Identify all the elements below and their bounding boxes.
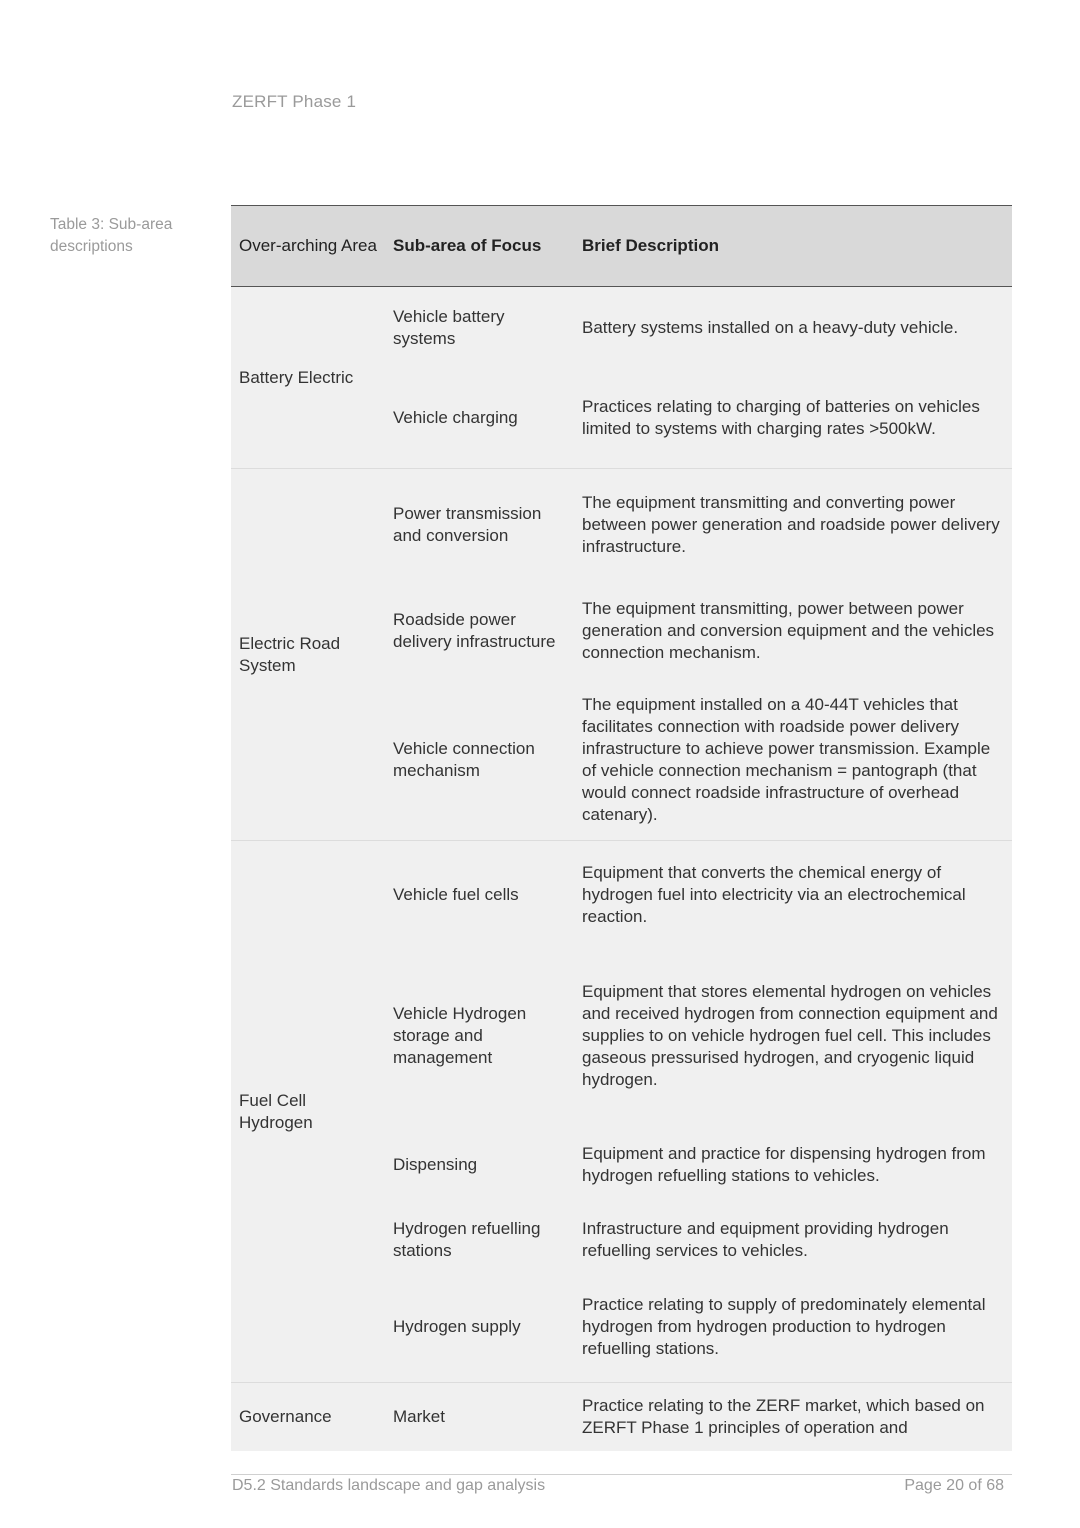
description-cell: Battery systems installed on a heavy-duty vehicle. [574,287,1012,369]
description-cell: The equipment transmitting, power between power generation and conversion equipment and the vehicles connection mechanism. [574,581,1012,681]
footer-page-number: Page 20 of 68 [904,1477,1004,1494]
description-cell: Equipment that stores elemental hydrogen on vehicles and received hydrogen from connection equipment and supplies to on vehicle hydrogen fuel cell. This includes gaseous pressurised hydrogen, and cryogenic liquid hydrogen. [574,949,1012,1123]
footer-divider [231,1474,1012,1475]
description-cell: Practices relating to charging of batteries on vehicles limited to systems with charging rates >500kW. [574,369,1012,469]
subarea-cell: Vehicle Hydrogen storage and management [385,949,574,1123]
subarea-cell: Vehicle fuel cells [385,841,574,949]
subarea-cell: Vehicle battery systems [385,287,574,369]
area-cell: Battery Electric [231,287,385,469]
column-header-subarea: Sub-area of Focus [385,206,574,287]
subarea-cell: Power transmission and conversion [385,469,574,581]
table-row [231,287,1012,369]
area-cell: Electric Road System [231,469,385,841]
table-row [231,1383,1012,1451]
footer-document-title: D5.2 Standards landscape and gap analysis [232,1477,546,1494]
description-cell: Equipment that converts the chemical energy of hydrogen fuel into electricity via an electrochemical reaction. [574,841,1012,949]
subarea-cell: Dispensing [385,1123,574,1207]
area-cell: Fuel Cell Hydrogen [231,841,385,1383]
table-header-row [231,206,1012,287]
description-cell: The equipment transmitting and converting power between power generation and roadside power delivery infrastructure. [574,469,1012,581]
table-row [231,469,1012,581]
subarea-table [231,205,1012,1451]
area-cell: Governance [231,1383,385,1451]
subarea-cell: Vehicle connection mechanism [385,681,574,841]
page-header-title: ZERFT Phase 1 [232,92,357,111]
subarea-cell: Vehicle charging [385,369,574,469]
subarea-cell: Roadside power delivery infrastructure [385,581,574,681]
description-cell: Equipment and practice for dispensing hydrogen from hydrogen refuelling stations to vehicles. [574,1123,1012,1207]
table-caption: Table 3: Sub-area descriptions [50,216,173,255]
column-header-description: Brief Description [574,206,1012,287]
subarea-cell: Hydrogen supply [385,1273,574,1383]
subarea-cell: Market [385,1383,574,1451]
description-cell: Infrastructure and equipment providing hydrogen refuelling services to vehicles. [574,1207,1012,1273]
description-cell: Practice relating to supply of predominately elemental hydrogen from hydrogen production to hydrogen refuelling stations. [574,1273,1012,1383]
description-cell: Practice relating to the ZERF market, which based on ZERFT Phase 1 principles of operation and [574,1383,1012,1451]
description-cell: The equipment installed on a 40-44T vehicles that facilitates connection with roadside power delivery infrastructure to achieve power transmission. Example of vehicle connection mechanism = pantograph (that would connect roadside infrastructure of overhead catenary). [574,681,1012,841]
column-header-area: Over-arching Area [231,206,385,287]
subarea-cell: Hydrogen refuelling stations [385,1207,574,1273]
table-row [231,841,1012,949]
